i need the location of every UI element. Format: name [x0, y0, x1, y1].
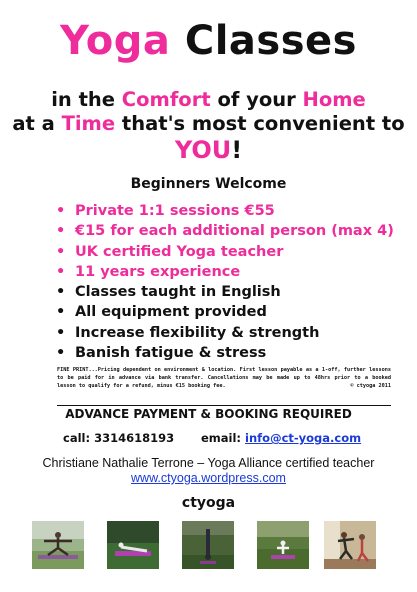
feature-text: €15 for each additional person (max 4) [75, 223, 394, 240]
feature-text: Classes taught in English [75, 284, 281, 301]
email-contact [201, 430, 361, 446]
tagline-line-3 [0, 136, 417, 164]
feature-item [56, 201, 394, 221]
email-link[interactable]: info@ct-yoga.com [245, 431, 362, 445]
tagline-time: Time [61, 112, 116, 135]
yoga-photo-plank [107, 521, 159, 569]
website-link[interactable]: www.ctyoga.wordpress.com [131, 471, 286, 485]
fine-print-text: FINE PRINT...Pricing dependent on environment & location. First lesson payable as a 1-off, further lessons to be paid for in advance via bank transfer. Cancellations may be made up to 48hrs prior to a booked lesson to qualify for a refund, minus €15 booking fee. [57, 367, 391, 390]
bullet-icon: • [56, 324, 66, 341]
title-yoga: Yoga [60, 18, 171, 64]
teacher-credit: Christiane Nathalie Terrone – Yoga Alliance certified teacher [42, 456, 375, 470]
tagline-line-1 [0, 88, 417, 112]
beginners-welcome: Beginners Welcome [130, 176, 287, 192]
tagline-text: ! [231, 136, 243, 164]
tagline-text: that's most convenient to [115, 112, 405, 135]
copyright: © ctyoga 2011 [350, 383, 391, 390]
photo-strip [32, 521, 384, 569]
bullet-icon: • [56, 304, 66, 321]
feature-text: 11 years experience [75, 263, 241, 280]
tagline-text: at a [12, 112, 62, 135]
bullet-icon: • [56, 223, 66, 240]
tagline-home: Home [302, 88, 366, 111]
bullet-icon: • [56, 345, 66, 362]
tagline-text: of your [210, 88, 303, 111]
feature-item [56, 302, 394, 322]
title-classes: Classes [184, 18, 357, 64]
feature-text: UK certified Yoga teacher [75, 243, 284, 260]
feature-item [56, 343, 394, 363]
feature-text: All equipment provided [75, 304, 267, 321]
feature-item [56, 282, 394, 302]
advance-payment-notice: ADVANCE PAYMENT & BOOKING REQUIRED [65, 407, 352, 421]
tagline-text: in the [51, 88, 122, 111]
feature-item [56, 323, 394, 343]
phone-number: 3314618193 [94, 431, 175, 445]
feature-item [56, 262, 394, 282]
feature-text: Increase flexibility & strength [75, 324, 320, 341]
feature-list [56, 201, 394, 363]
website-row [0, 470, 417, 486]
yoga-photo-group-class [324, 521, 376, 569]
bullet-icon: • [56, 263, 66, 280]
bullet-icon: • [56, 284, 66, 301]
email-label: email: [201, 431, 246, 445]
yoga-photo-warrior [32, 521, 84, 569]
tagline-comfort: Comfort [121, 88, 211, 111]
call-label: call: [63, 431, 95, 445]
bullet-icon: • [56, 243, 66, 260]
brand-name: ctyoga [181, 495, 236, 511]
feature-text: Banish fatigue & stress [75, 345, 267, 362]
phone-contact [63, 430, 174, 446]
tagline-you: YOU [174, 136, 232, 164]
tagline-line-2 [0, 112, 417, 136]
yoga-photo-outdoor [257, 521, 309, 569]
feature-text: Private 1:1 sessions €55 [75, 203, 275, 219]
feature-item [56, 221, 394, 241]
poster-title [0, 18, 417, 64]
feature-item [56, 242, 394, 262]
tagline [0, 88, 417, 164]
fine-print [57, 366, 391, 391]
yoga-photo-headstand [182, 521, 234, 569]
bullet-icon: • [56, 203, 66, 219]
